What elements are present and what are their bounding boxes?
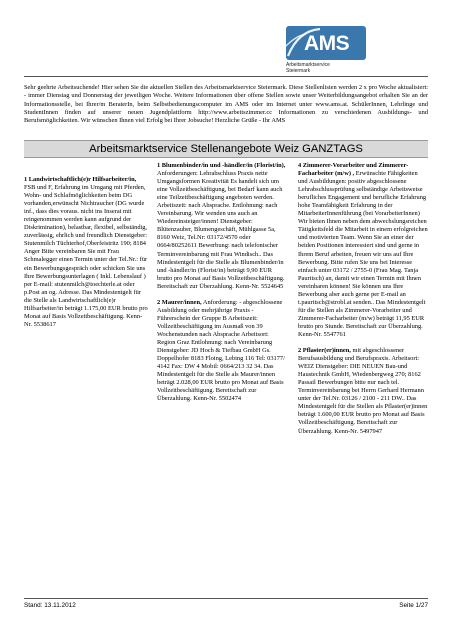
ams-logo [286, 26, 366, 60]
job-entry [298, 162, 428, 339]
job-entry [157, 299, 287, 404]
header-divider [24, 76, 428, 77]
footer-divider [24, 598, 428, 599]
job-column-2 [157, 162, 287, 411]
footer-page-number: Seite 1/27 [399, 602, 428, 609]
job-body: FSB und F, Erfahrung im Umgang mit Pferden, Wohn- und Schlafmöglichkeiten beim DG vorhanden,erwünscht Nichtraucher (DG wurde inf., dass dies voraus. nicht ins Inserat mit reingenommen werden kann aufgrund der Diskrimination), belastbar, flexibel, selbständig, zuverlässig, ehrlich und freundlich Dienstgeber: Stutenmilch Tüchterhof,Oberfeistritz 190; 8184 Anger Bitte vereinbaren Sie mit Frau Schmalegger einen Termin unter der Tel.Nr.: für ein Bewerbungsgespräch oder schicken Sie uns Ihre Bewerbungsunterlagen ( Inkl. Lebenslauf ) per E-mail: stutenmilch@toechterle.at oder p.Post an og. Adresse. Das Mindestentgelt für die Stelle als Landwirtschaftlich(e)r Hilfsarbeiter/in beträgt 1.175,00 EUR brutto pro Monat auf Basis Vollzeitbeschäftigung. Kenn-Nr. 5538617 [24, 184, 148, 328]
job-body: Anforderung: - abgeschlossene Ausbildung oder mehrjährige Praxis - Führerschein der Gruppe B Arbeitszeit: Vollzeitbeschäftigung im Ausmaß von 39 Wochenstunden nach Absprache Arbeitsort: Region Graz Entlohnung: nach Vereinbarung Dienstgeber: JD Hoch & Tiefbau GmbH Gs. Doppelhofer 8183 Floing, Lebing 116 Tel: 03177/ 4142 Fax: DW 4 Mobil: 0664/213 32 34. Das Mindestentgelt für die Stelle als Maurer/innen beträgt 2.028,00 EUR brutto pro Monat auf Basis Vollzeitbeschäftigung. Bereitschaft zur Überzahlung. Kenn-Nr. 5502474 [157, 298, 285, 403]
job-title: 1 Blumenbinder/in und -händler/in (Florist/in), [157, 162, 286, 169]
job-entry [157, 162, 287, 291]
job-entry [298, 347, 428, 436]
logo-subtitle-line1: Arbeitsmarktservice [286, 62, 330, 68]
footer-date: Stand: 13.11.2012 [24, 602, 76, 609]
job-body: Erwünschte Fähigkeiten und Ausbildungen: positiv abgeschlossene Lehrabschlussprüfung selbständige Arbeitsweise berufliches Engagement und berufliche Erfahrung hohe Teamfähigkeit Erfahrung in der MitarbeiterInnenführung (bei VorarbeiterInnen) Wir bieten Ihnen neben dem abwechslungsreichen Tätigkeitsfeld die Mitarbeit in einem erfolgreichen und motivierten Team. Wenn Sie an einer der beiden Positionen interessiert sind und gerne in Ihrem Beruf arbeiten, freuen wir uns auf Ihre Bewerbung. Bitte rufen Sie uns bei Interesse einfach unter 03172 / 2755-0 (Frau Mag. Tanja Pauritsch) an, damit wir einen Termin mit Ihnen vereinbaren können! Sie können uns Ihre Bewerbung aber auch gerne per E-mail an t.pauritsch@strobl.at senden.. Das Mindestentgelt für die Stellen als Zimmerer-Vorarbeiter und Zimmerer-Facharbeiter (m/w) beträgt 11,95 EUR brutto pro Stunde. Bereitschaft zur Überzahlung. Kenn-Nr. 5547761 [298, 170, 428, 338]
job-title: 2 Maurer/innen, [157, 298, 202, 306]
section-headline: Arbeitsmarktservice Stellenangebote Weiz GANZTAGS [24, 140, 428, 158]
job-title: 1 Landwirtschaftlich(e)r Hilfsarbeiter/in, [24, 176, 137, 183]
job-body: mit abgeschlossener Berufsausbildung und Berufspraxis. Arbeitsort: WEIZ Dienstgeber: DIE NEUEN Bau-und Haustechnik GmbH, Wiedenbergweg 270; 8162 Passail Bewerbungen bitte nur nach tel. Terminvereinbarung bei Herrn Gerhard Hermann unter der Tel.Nr. 03126 / 2100 - 211 DW.. Das Mindestentgelt für die Stellen als Pflaster(er)innen beträgt 1.600,00 EUR brutto pro Monat auf Basis Vollzeitbeschäftigung. Bereitschaft zur Überzahlung. Kenn-Nr. 5497947 [298, 347, 428, 435]
logo-box [286, 26, 366, 60]
intro-paragraph: Sehr geehrte Arbeitsuchende! Hier sehen Sie die aktuellen Stellen des Arbeitsmarktservice Steiermark. Diese Stellenlisten werden 2 x pro Woche aktualisiert: - immer Dienstag und Donnerstag der jeweiligen Woche. Weitere Informationen über offene Stellen sowie unser Weiterbildungsangebot erhalten Sie an der Informationsstelle, bei Ihrer/m BeraterIn, beim Selbstbedienungscomputer im AMS oder im Internet unter www.ams.at. SchülerInnen, Lehrlinge und StudentInnen finden auf unserer neuen Jugendplattform http://www.arbeitszimmer.cc Informationen zu verschiedenen Ausbildungs- und Berufsmöglichkeiten. Wir wünschen Ihnen viel Erfolg bei Ihrer Jobsuche! Herzliche Grüße - Ihr AMS [24, 84, 428, 125]
job-body: Anforderungen: Lehrabschluss Praxis nette Umgangsformen Kreativität Es handelt sich um eine Vollzeitbeschäftigung, bei Bedarf kann auch eine Teilzeitbeschäftigung angeboten werden. Arbeitszeit: nach Absprache. Entlohnung: nach Vereinbarung. Wir wenden uns auch an Wiedereinsteiger/innen! Dienstgeber: Blütenzauber, Blumengeschäft, Mühlgasse 5a, 8160 Weiz, Tel.Nr: 03172/4570 oder 0664/80252611 Bewerbung: nach telefonischer Terminvereinbarung mit Frau Windisch.. Das Mindestentgelt für die Stelle als Blumenbinder/in und -händler/in (Florist/in) beträgt 9,90 EUR brutto pro Monat auf Basis Vollzeitbeschäftigung. Bereitschaft zur Überzahlung. Kenn-Nr. 5524645 [157, 170, 285, 290]
job-column-1 [24, 176, 148, 337]
job-title: 4 Zimmerer-Vorarbeiter und Zimmerer-Facharbeiter (m/w) , [298, 162, 409, 178]
job-entry [24, 176, 148, 329]
logo-subtitle-line2: Steiermark [286, 68, 311, 74]
job-title: 2 Pflaster(er)innen, [298, 347, 351, 355]
job-column-3 [298, 162, 428, 444]
logo-text: AMS [304, 32, 350, 55]
logo-subtitle [286, 62, 396, 74]
